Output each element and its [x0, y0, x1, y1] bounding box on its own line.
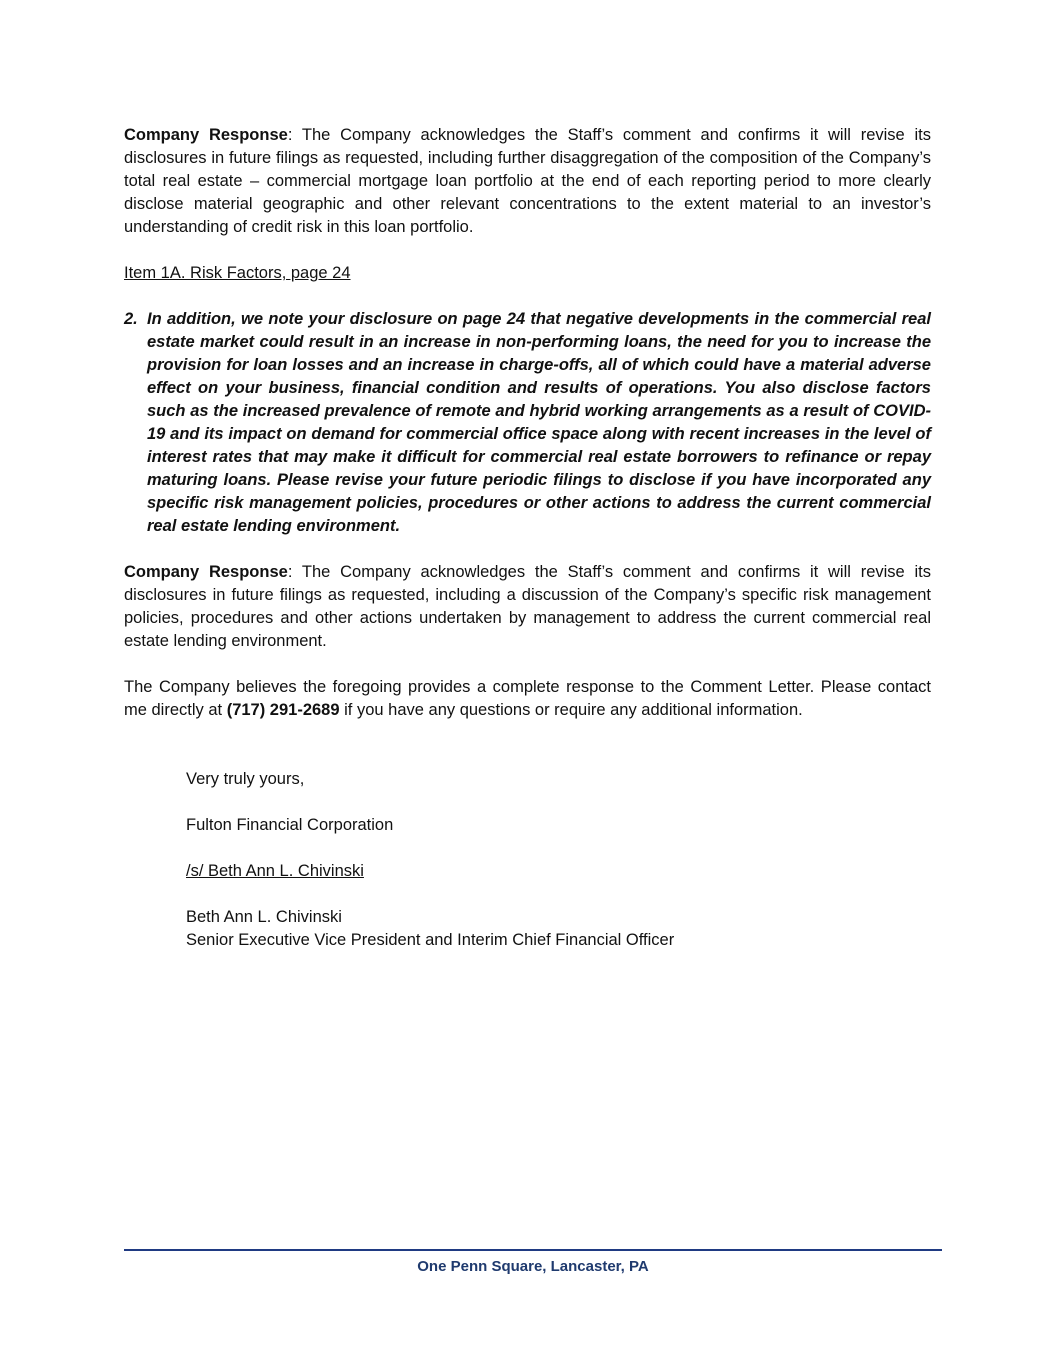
company-response-paragraph-1 — [124, 124, 931, 239]
signer-name: Beth Ann L. Chivinski — [186, 908, 342, 926]
closing-text-before: The Company believes the foregoing provides a complete response to the Comment Letter. Please contact me directly at — [124, 678, 931, 719]
salutation: Very truly yours, — [186, 770, 305, 788]
company-response-text: : The Company acknowledges the Staff’s comment and confirms it will revise its disclosures in future filings as requested, including a discussion of the Company’s specific risk management policies, procedures and other actions undertaken by management to address the current commercial real estate lending environment. — [124, 563, 931, 650]
company-response-paragraph-2 — [124, 561, 931, 653]
staff-comment-2 — [124, 308, 931, 538]
footer-address: One Penn Square, Lancaster, PA — [417, 1258, 649, 1275]
letter-body — [124, 124, 931, 952]
closing-text-after: if you have any questions or require any additional information. — [339, 701, 803, 719]
company-response-text: : The Company acknowledges the Staff’s comment and confirms it will revise its disclosures in future filings as requested, including further disaggregation of the composition of the Company’s total real estate – commercial mortgage loan portfolio at the end of each reporting period to more clearly disclose material geographic and other relevant concentrations to the extent material to an investor’s understanding of credit risk in this loan portfolio. — [124, 126, 931, 236]
comment-number: 2. — [124, 310, 138, 328]
electronic-signature: /s/ Beth Ann L. Chivinski — [186, 862, 364, 880]
company-response-label: Company Response — [124, 126, 288, 144]
comment-text: In addition, we note your disclosure on page 24 that negative developments in the commercial real estate market could result in an increase in non-performing loans, the need for you to increase the provision for loan losses and an increase in charge-offs, all of which could have a material adverse effect on your business, financial condition and results of operations. You also disclose factors such as the increased prevalence of remote and hybrid working arrangements as a result of COVID-19 and its impact on demand for commercial office space along with recent increases in the level of interest rates that may make it difficult for commercial real estate borrowers to refinance or repay maturing loans. Please revise your future periodic filings to disclose if you have incorporated any specific risk management policies, procedures or other actions to address the current commercial real estate lending environment. — [147, 310, 931, 535]
company-name: Fulton Financial Corporation — [186, 816, 394, 834]
section-heading-risk-factors: Item 1A. Risk Factors, page 24 — [124, 264, 351, 282]
footer-divider — [124, 1249, 942, 1251]
closing-paragraph — [124, 676, 931, 722]
contact-phone: (717) 291-2689 — [226, 701, 340, 719]
signature-block — [124, 768, 931, 952]
company-response-label: Company Response — [124, 563, 288, 581]
signer-title: Senior Executive Vice President and Interim Chief Financial Officer — [186, 931, 675, 949]
